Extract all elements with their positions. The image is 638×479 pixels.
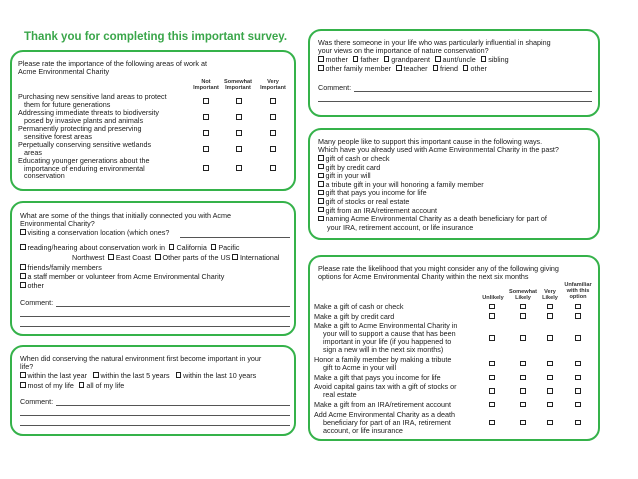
q1-r1-not-checkbox[interactable] (203, 98, 209, 104)
q3-comment-label: Comment: (20, 397, 54, 406)
q1-row-label: Educating younger generations about the importance of enduring environmental conservation (18, 156, 150, 181)
col-very-important: Very Important (260, 79, 286, 92)
q2-comment-line[interactable] (20, 316, 290, 317)
survey-title: Thank you for completing this important survey. (24, 31, 288, 43)
q6-row-label: Make a gift that pays you income for life (314, 372, 441, 382)
q6-row-2-col-1-checkbox[interactable] (489, 313, 495, 319)
q6-row-7-col-3-checkbox[interactable] (547, 402, 553, 408)
q2-option-staff[interactable]: a staff member or volunteer from Acme Environmental Charity (20, 273, 224, 281)
connection-card (10, 201, 296, 336)
q1-row-label: Permanently protecting and preserving sensitive forest areas (18, 124, 142, 141)
checkbox[interactable] (463, 65, 469, 71)
q1-r5-somewhat-checkbox[interactable] (236, 165, 242, 171)
q5-option[interactable]: gift that pays you income for life (318, 189, 547, 198)
q5-option[interactable]: gift of cash or check (318, 155, 547, 164)
q1-r2-very-checkbox[interactable] (270, 114, 276, 120)
q5-option[interactable]: gift of stocks or real estate (318, 198, 547, 207)
checkbox[interactable] (318, 190, 324, 196)
influence-card (308, 29, 600, 117)
q1-row-label: Purchasing new sensitive land areas to protect them for future generations (18, 92, 167, 109)
q6-row-3-col-3-checkbox[interactable] (547, 335, 553, 341)
q2-comment-label: Comment: (20, 298, 54, 307)
q5-prompt: Many people like to support this important cause in the following ways. Which have you already used with Acme Environmental Charity in the past? (318, 137, 559, 155)
checkbox[interactable] (20, 244, 26, 250)
q1-row-label: Perpetually conserving sensitive wetlands areas (18, 140, 152, 157)
q6-row-1-col-2-checkbox[interactable] (520, 304, 526, 310)
q1-r2-not-checkbox[interactable] (203, 114, 209, 120)
q2-option-reading-regions[interactable]: Northwest East Coast Other parts of the US International (72, 253, 280, 262)
q6-row-3-col-1-checkbox[interactable] (489, 335, 495, 341)
checkbox[interactable] (318, 155, 324, 161)
q2-option-visiting[interactable]: visiting a conservation location (which ones? (20, 229, 169, 237)
timeframe-card (10, 345, 296, 436)
checkbox[interactable] (318, 216, 324, 222)
q2-prompt: What are some of the things that initially connected you with Acme Environmental Charity? (20, 211, 231, 229)
q6-row-label: Make a gift from an IRA/retirement account (314, 400, 452, 410)
q6-row-8-col-3-checkbox[interactable] (547, 420, 553, 426)
checkbox[interactable] (433, 65, 439, 71)
q3-options-row1[interactable]: within the last year within the last 5 years within the last 10 years (20, 372, 256, 380)
q6-row-5-col-1-checkbox[interactable] (489, 375, 495, 381)
q2-visiting-fill-line[interactable] (180, 237, 290, 238)
q6-row-4-col-1-checkbox[interactable] (489, 361, 495, 367)
q4-options-row1[interactable]: mother father grandparent aunt/uncle sibling (318, 56, 509, 64)
q1-r4-somewhat-checkbox[interactable] (236, 146, 242, 152)
q5-option[interactable]: gift from an IRA/retirement account (318, 207, 547, 216)
past-giving-card (308, 128, 600, 240)
q6-row-8-col-1-checkbox[interactable] (489, 420, 495, 426)
q6-row-1-col-4-checkbox[interactable] (575, 304, 581, 310)
q1-r2-somewhat-checkbox[interactable] (236, 114, 242, 120)
q1-r4-not-checkbox[interactable] (203, 146, 209, 152)
checkbox[interactable] (318, 207, 324, 213)
q4-options-row2[interactable]: other family member teacher friend other (318, 65, 487, 73)
q6-row-8-col-2-checkbox[interactable] (520, 420, 526, 426)
q5-options[interactable] (318, 155, 547, 232)
checkbox[interactable] (435, 56, 441, 62)
q5-option[interactable]: gift in your will (318, 172, 547, 181)
q1-r3-somewhat-checkbox[interactable] (236, 130, 242, 136)
q3-options-row2[interactable]: most of my life all of my life (20, 382, 124, 390)
q6-row-7-col-2-checkbox[interactable] (520, 402, 526, 408)
q3-comment-line[interactable] (20, 415, 290, 416)
q6-row-2-col-3-checkbox[interactable] (547, 313, 553, 319)
col-very-likely: Very Likely (542, 289, 558, 302)
checkbox[interactable] (20, 229, 26, 235)
q6-row-6-col-3-checkbox[interactable] (547, 388, 553, 394)
q4-comment-line[interactable] (318, 101, 592, 102)
q5-option[interactable]: a tribute gift in your will honoring a family member (318, 181, 547, 190)
q6-row-label: Make a gift of cash or check (314, 302, 404, 311)
checkbox[interactable] (176, 372, 182, 378)
q5-option[interactable]: naming Acme Environmental Charity as a death beneficiary for part of (318, 215, 547, 224)
q3-prompt: When did conserving the natural environment first become important in your life? (20, 354, 262, 372)
q4-comment-line[interactable] (354, 91, 592, 92)
q6-row-7-col-4-checkbox[interactable] (575, 402, 581, 408)
q6-row-3-col-4-checkbox[interactable] (575, 335, 581, 341)
checkbox[interactable] (318, 173, 324, 179)
q1-r1-very-checkbox[interactable] (270, 98, 276, 104)
q6-row-label: Honor a family member by making a tribute gift to Acme in your will (314, 355, 452, 373)
q3-comment-line[interactable] (56, 405, 290, 406)
col-unlikely: Unlikely (482, 295, 504, 301)
importance-rating-card (10, 50, 296, 191)
checkbox[interactable] (211, 244, 217, 250)
q2-option-reading[interactable]: reading/hearing about conservation work in California Pacific (20, 244, 240, 252)
col-not-important: Not Important (193, 79, 219, 92)
checkbox[interactable] (155, 254, 161, 260)
checkbox[interactable] (318, 181, 324, 187)
q2-comment-line[interactable] (20, 326, 290, 327)
checkbox[interactable] (20, 273, 26, 279)
q4-prompt: Was there someone in your life who was particularly influential in shaping your views on the importance of nature conservation? (318, 38, 551, 56)
checkbox[interactable] (20, 382, 26, 388)
q1-r4-very-checkbox[interactable] (270, 146, 276, 152)
q6-row-6-col-4-checkbox[interactable] (575, 388, 581, 394)
col-unfamiliar: Unfamiliar with this option (564, 282, 592, 301)
q5-option-continued: your IRA, retirement account, or life insurance (327, 222, 474, 232)
checkbox[interactable] (169, 244, 175, 250)
q1-r1-somewhat-checkbox[interactable] (236, 98, 242, 104)
checkbox[interactable] (384, 56, 390, 62)
q3-comment-line[interactable] (20, 425, 290, 426)
checkbox[interactable] (481, 56, 487, 62)
q6-row-1-col-1-checkbox[interactable] (489, 304, 495, 310)
checkbox[interactable] (318, 65, 324, 71)
checkbox[interactable] (232, 254, 238, 260)
q2-option-friends[interactable]: friends/family members (20, 264, 102, 272)
checkbox[interactable] (20, 282, 26, 288)
q6-row-4-col-2-checkbox[interactable] (520, 361, 526, 367)
q6-row-7-col-1-checkbox[interactable] (489, 402, 495, 408)
q1-prompt: Please rate the importance of the following areas of work at Acme Environmental Charity (18, 59, 207, 77)
q6-row-1-col-3-checkbox[interactable] (547, 304, 553, 310)
q4-comment-label: Comment: (318, 83, 352, 92)
q5-option[interactable]: gift by credit card (318, 164, 547, 173)
q6-row-2-col-2-checkbox[interactable] (520, 313, 526, 319)
likelihood-card (308, 255, 600, 441)
q1-r5-very-checkbox[interactable] (270, 165, 276, 171)
q6-row-8-col-4-checkbox[interactable] (575, 420, 581, 426)
checkbox[interactable] (318, 164, 324, 170)
q1-r3-very-checkbox[interactable] (270, 130, 276, 136)
q6-row-5-col-2-checkbox[interactable] (520, 375, 526, 381)
q6-row-2-col-4-checkbox[interactable] (575, 313, 581, 319)
checkbox[interactable] (353, 56, 359, 62)
checkbox[interactable] (79, 382, 85, 388)
q6-row-label: Make a gift by credit card (314, 311, 395, 321)
q6-row-label: Add Acme Environmental Charity as a death beneficiary for part of an IRA, retirement account, or life insurance (314, 409, 456, 435)
col-somewhat-important: Somewhat Important (224, 79, 252, 92)
q6-row-6-col-1-checkbox[interactable] (489, 388, 495, 394)
q6-row-6-col-2-checkbox[interactable] (520, 388, 526, 394)
q6-row-label: Avoid capital gains tax with a gift of stocks or real estate (314, 382, 457, 400)
col-somewhat-likely: Somewhat Likely (509, 289, 537, 302)
checkbox[interactable] (108, 254, 114, 260)
q2-option-other[interactable]: other (20, 282, 44, 290)
q2-comment-line[interactable] (56, 306, 290, 307)
q6-row-4-col-4-checkbox[interactable] (575, 361, 581, 367)
q6-row-5-col-3-checkbox[interactable] (547, 375, 553, 381)
q6-row-label: Make a gift to Acme Environmental Charity in your will to support a cause that has been important in your life (if you happened to sign a new will in the next six months) (314, 321, 458, 355)
checkbox[interactable] (318, 198, 324, 204)
checkbox[interactable] (93, 372, 99, 378)
checkbox[interactable] (318, 56, 324, 62)
q6-row-5-col-4-checkbox[interactable] (575, 375, 581, 381)
q6-row-3-col-2-checkbox[interactable] (520, 335, 526, 341)
q6-prompt: Please rate the likelihood that you might consider any of the following giving options for Acme Environmental Charity within the next six months (318, 264, 559, 282)
q6-row-4-col-3-checkbox[interactable] (547, 361, 553, 367)
q1-r3-not-checkbox[interactable] (203, 130, 209, 136)
checkbox[interactable] (20, 372, 26, 378)
q1-row-label: Addressing immediate threats to biodiversity posed by invasive plants and animals (18, 108, 160, 125)
checkbox[interactable] (396, 65, 402, 71)
checkbox[interactable] (20, 264, 26, 270)
q1-r5-not-checkbox[interactable] (203, 165, 209, 171)
